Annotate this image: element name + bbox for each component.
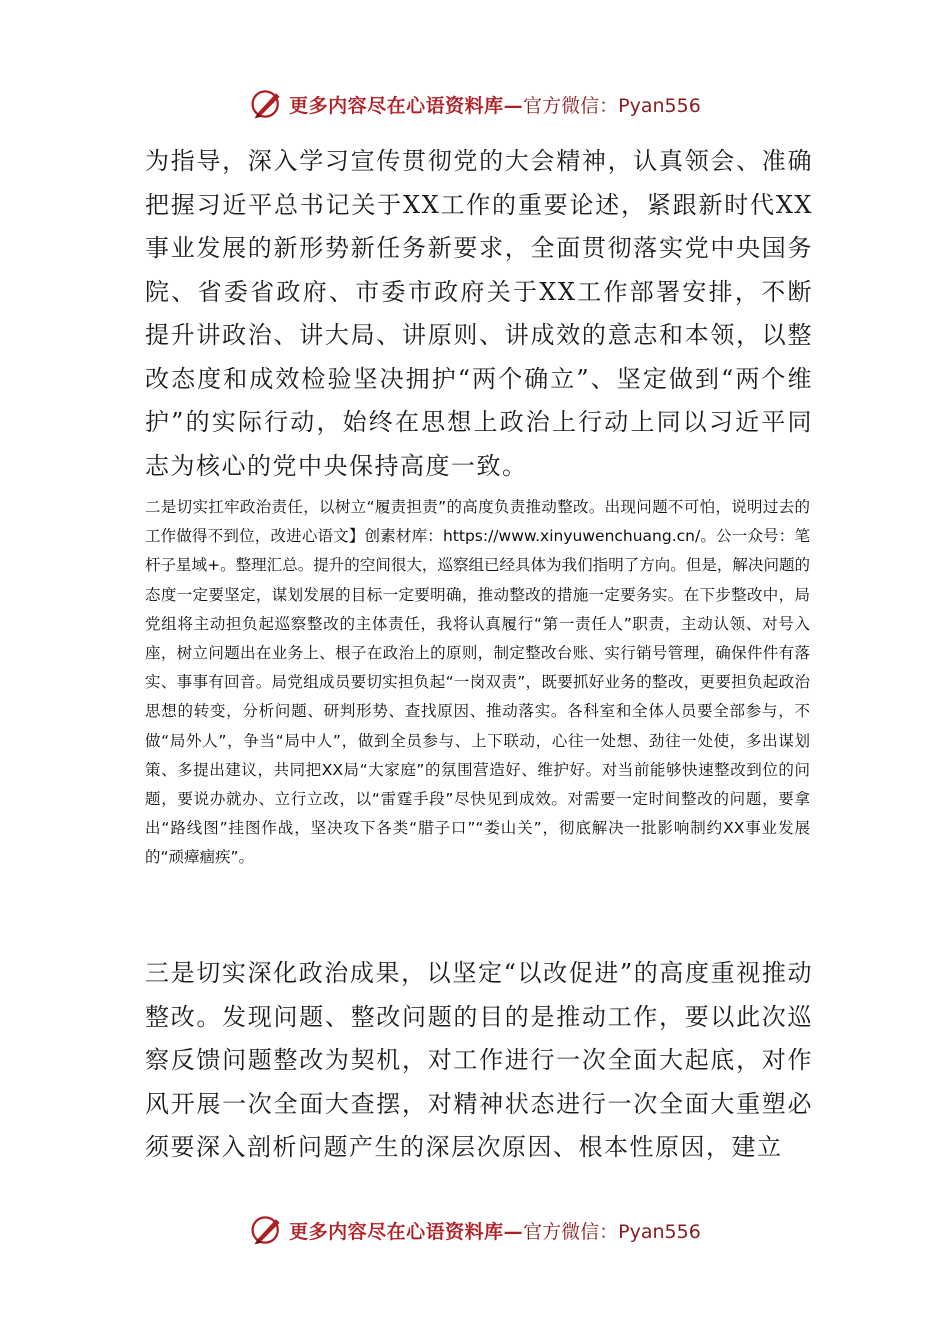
pen-logo-icon (249, 86, 285, 122)
footer-watermark (0, 1208, 950, 1252)
paragraph-2: 二是切实扛牢政治责任，以树立“履责担责”的高度负责推动整改。出现问题不可怕，说明过去的工作做得不到位，改进心语文】创素材库：https://www.xinyuwenchuang.cn/。公一众号：笔杆子星域+。整理汇总。提升的空间很大，巡察组已经具体为我们指明了方向。但是，解决问题的态度一定要坚定，谋划发展的目标一定要明确，推动整改的措施一定要务实。在下步整改中，局党组将主动担负起巡察整改的主体责任，我将认真履行“第一责任人”职责，主动认领、对号入座，树立问题出在业务上、根子在政治上的原则，制定整改台账、实行销号管理，确保件件有落实、事事有回音。局党组成员要切实担负起“一岗双责”，既要抓好业务的整改，更要担负起政治思想的转变，分析问题、研判形势、查找原因、推动落实。各科室和全体人员要全部参与，不做“局外人”，争当“局中人”，做到全员参与、上下联动，心往一处想、劲往一处使，多出谋划策、多提出建议，共同把XX局“大家庭”的氛围营造好、维护好。对当前能够快速整改到位的问题，要说办就办、立行立改，以“雷霆手段”尽快见到成效。对需要一定时间整改的问题，要拿出“路线图”挂图作战，坚决攻下各类“腊子口”“娄山关”，彻底解决一批影响制约XX事业发展的“顽瘴痼疾”。 (145, 498, 810, 867)
footer-watermark-text: 更多内容尽在心语资料库— (289, 1220, 524, 1243)
paragraph-1: 为指导，深入学习宣传贯彻党的大会精神，认真领会、准确把握习近平总书记关于XX工作的重要论述，紧跟新时代XX事业发展的新形势新任务新要求，全面贯彻落实党中央国务院、省委省政府、市委市政府关于XX工作部署安排，不断提升讲政治、讲大局、讲原则、讲成效的意志和本领，以整改态度和成效检验坚决拥护“两个确立”、坚定做到“两个维护”的实际行动，始终在思想上政治上行动上同以习近平同志为核心的党中央保持高度一致。 (145, 147, 813, 480)
paragraph-3: 三是切实深化政治成果，以坚定“以改促进”的高度重视推动整改。发现问题、整改问题的目的是推动工作，要以此次巡察反馈问题整改为契机，对工作进行一次全面大起底，对作风开展一次全面大查摆，对精神状态进行一次全面大重塑必须要深入剖析问题产生的深层次原因、根本性原因，建立 (145, 959, 813, 1161)
header-watermark (0, 82, 950, 126)
pen-logo-icon (249, 1212, 285, 1248)
header-wechat-text: 官方微信：Pyan556 (523, 94, 701, 117)
header-watermark-text: 更多内容尽在心语资料库— (289, 94, 524, 117)
footer-wechat-text: 官方微信：Pyan556 (523, 1220, 701, 1243)
